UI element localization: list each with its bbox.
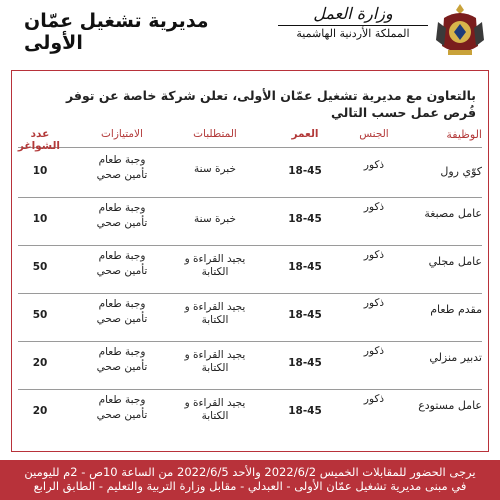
column-header-job: الوظيفة	[446, 128, 482, 141]
requirements: يجيد القراءة و الكتابة	[184, 397, 246, 422]
gender: ذكور	[363, 393, 385, 405]
job-title: مقدم طعام	[430, 303, 482, 316]
vacancy-count: 50	[32, 309, 48, 321]
age-range: 18-45	[288, 165, 322, 177]
job-title: تدبير منزلي	[429, 351, 482, 364]
jordan-crest-icon	[434, 2, 486, 58]
age-range: 18-45	[288, 405, 322, 417]
requirements: يجيد القراءة و الكتابة	[184, 349, 246, 374]
column-header-benefits: الامتيازات	[101, 128, 143, 140]
table-row	[18, 389, 482, 437]
benefit-insurance: تأمين صحي	[96, 217, 148, 229]
requirements: يجيد القراءة و الكتابة	[184, 253, 246, 278]
vacancy-count: 20	[32, 357, 48, 369]
column-header-age: العمر	[291, 128, 319, 140]
gender: ذكور	[363, 345, 385, 357]
benefit-insurance: تأمين صحي	[96, 409, 148, 421]
table-row	[18, 149, 482, 198]
column-header-gender: الجنس	[359, 128, 389, 140]
table-row	[18, 245, 482, 294]
job-title: عامل مصبغة	[424, 207, 482, 220]
column-header-requirements: المتطلبات	[193, 128, 237, 140]
job-title: عامل مجلي	[428, 255, 482, 268]
benefit-insurance: تأمين صحي	[96, 313, 148, 325]
requirements: يجيد القراءة و الكتابة	[184, 301, 246, 326]
footer-line-dates: يرجى الحضور للمقابلات الخميس 2022/6/2 والأحد 2022/6/5 من الساعة 10ص - 2م لليومين	[24, 465, 476, 479]
header	[0, 0, 500, 62]
jobs-card	[11, 70, 489, 452]
gender: ذكور	[363, 159, 385, 171]
age-range: 18-45	[288, 309, 322, 321]
page-title: مديرية تشغيل عمّان الأولى	[24, 10, 209, 54]
benefit-meal: وجبة طعام	[98, 394, 146, 406]
gender: ذكور	[363, 297, 385, 309]
benefit-insurance: تأمين صحي	[96, 169, 148, 181]
column-header-vacancies: عدد الشواغر	[17, 128, 60, 152]
vacancy-count: 20	[32, 405, 48, 417]
benefit-meal: وجبة طعام	[98, 202, 146, 214]
footer-line-location: في مبنى مديرية تشغيل عمّان الأولى - العبدلي - مقابل وزارة التربية والتعليم - الطابق الرابع	[33, 479, 467, 493]
table-header	[17, 125, 482, 152]
requirements: خبرة سنة	[194, 213, 236, 225]
requirements: خبرة سنة	[194, 163, 236, 175]
interview-footer	[0, 460, 500, 500]
table-row	[18, 341, 482, 390]
job-title: كوّي رول	[440, 165, 482, 178]
ministry-name-line: وزارة العمل	[313, 4, 393, 23]
benefit-insurance: تأمين صحي	[96, 361, 148, 373]
table-row	[18, 293, 482, 342]
gender: ذكور	[363, 201, 385, 213]
table-row	[18, 197, 482, 246]
gender: ذكور	[363, 249, 385, 261]
age-range: 18-45	[288, 213, 322, 225]
vacancy-count: 10	[32, 165, 48, 177]
ministry-name	[278, 4, 428, 40]
benefit-meal: وجبة طعام	[98, 298, 146, 310]
job-title: عامل مستودع	[418, 399, 482, 412]
vacancy-count: 50	[32, 261, 48, 273]
age-range: 18-45	[288, 357, 322, 369]
vacancy-count: 10	[32, 213, 48, 225]
intro-text: بالتعاون مع مديرية تشغيل عمّان الأولى، تعلن شركة خاصة عن توفر فُرص عمل حسب التالي	[66, 88, 476, 120]
benefit-meal: وجبة طعام	[98, 250, 146, 262]
benefit-meal: وجبة طعام	[98, 154, 146, 166]
age-range: 18-45	[288, 261, 322, 273]
ministry-logo	[276, 2, 486, 58]
benefit-meal: وجبة طعام	[98, 346, 146, 358]
kingdom-name-line: المملكة الأردنية الهاشمية	[278, 25, 428, 40]
benefit-insurance: تأمين صحي	[96, 265, 148, 277]
